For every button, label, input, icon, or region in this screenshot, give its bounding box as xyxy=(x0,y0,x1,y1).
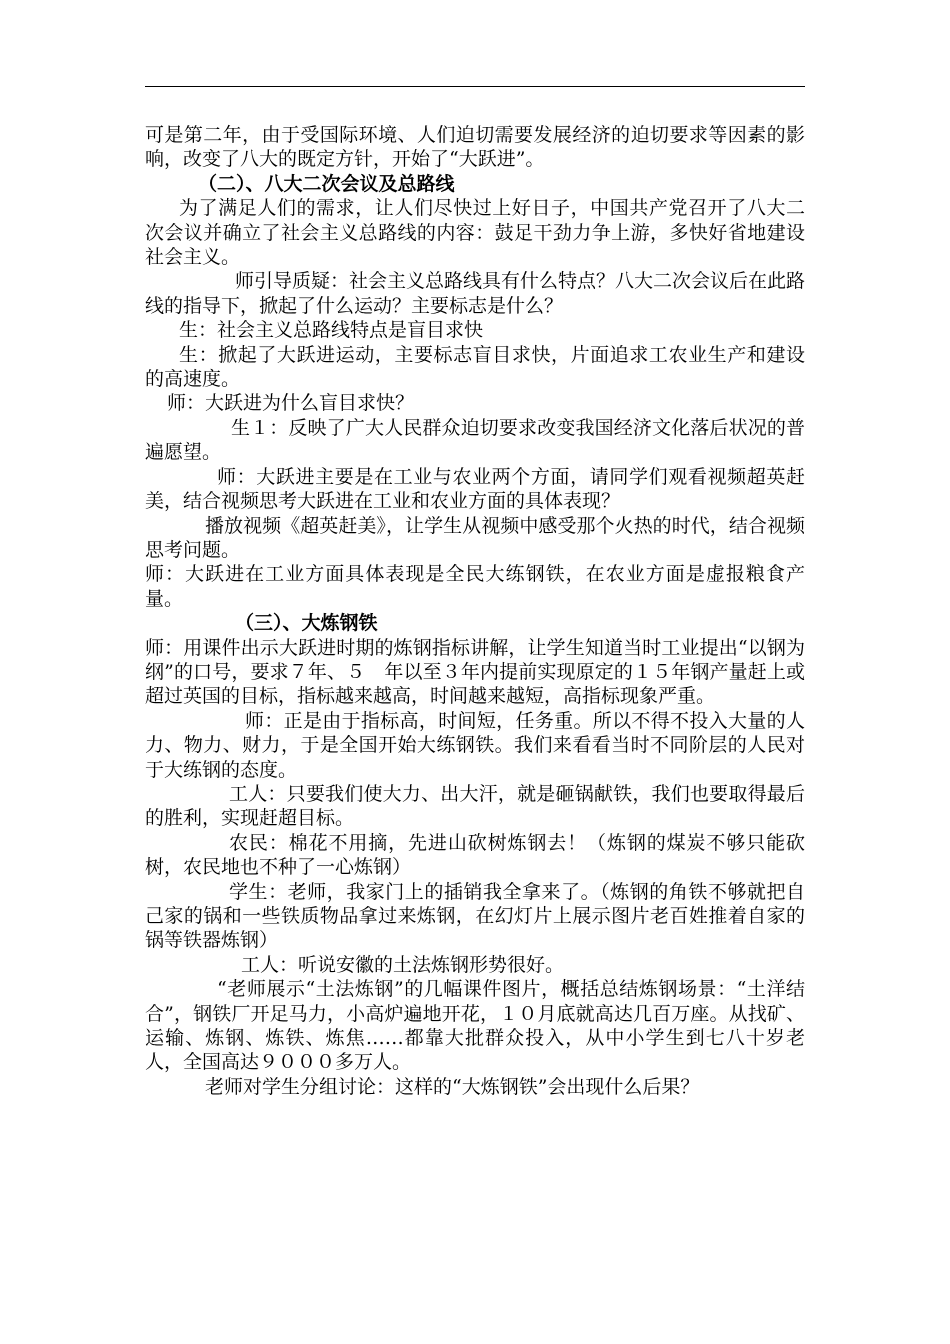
paragraph: 播放视频《超英赶美》，让学生从视频中感受那个火热的时代，结合视频思考问题。 xyxy=(145,514,805,561)
paragraph: 农民：棉花不用摘，先进山砍树炼钢去！（炼钢的煤炭不够只能砍树，农民地也不种了一心炼钢） xyxy=(145,831,805,879)
paragraph: 师：大跃进在工业方面具体表现是全民大练钢铁，在农业方面是虚报粮食产量。 xyxy=(145,563,805,610)
paragraph: 生１：反映了广大人民群众迫切要求改变我国经济文化落后状况的普遍愿望。 xyxy=(145,416,805,464)
section-heading: （三）、大炼钢铁 xyxy=(235,612,378,635)
paragraph: 师：用课件出示大跃进时期的炼钢指标讲解，让学生知道当时工业提出“以钢为纲”的口号，要求７年、５ 年以至３年内提前实现原定的１５年钢产量赶上或超过英国的目标，指标越来越高，时间越来越短，高指标现象严重。 xyxy=(145,636,805,708)
document-page xyxy=(145,0,805,1344)
paragraph: 工人：只要我们使大力、出大汗，就是砸锅献铁，我们也要取得最后的胜利，实现赶超目标。 xyxy=(145,782,805,830)
paragraph: 学生：老师，我家门上的插销我全拿来了。（炼钢的角铁不够就把自己家的锅和一些铁质物品拿过来炼钢，在幻灯片上展示图片老百姓推着自家的锅等铁器炼钢） xyxy=(145,880,805,952)
paragraph: 师：大跃进主要是在工业与农业两个方面，请同学们观看视频超英赶美，结合视频思考大跃进在工业和农业方面的具体表现？ xyxy=(145,465,805,513)
section-heading: （二）、八大二次会议及总路线 xyxy=(198,172,455,195)
paragraph: 为了满足人们的需求，让人们尽快过上好日子，中国共产党召开了八大二次会议并确立了社会主义总路线的内容：鼓足干劲力争上游，多快好省地建设社会主义。 xyxy=(145,197,805,269)
paragraph: 师：大跃进为什么盲目求快？ xyxy=(167,392,415,415)
paragraph: 生：掀起了大跃进运动，主要标志盲目求快，片面追求工农业生产和建设的高速度。 xyxy=(145,343,805,391)
paragraph: 师引导质疑：社会主义总路线具有什么特点？八大二次会议后在此路线的指导下，掀起了什么运动？主要标志是什么？ xyxy=(145,270,806,317)
header-rule xyxy=(145,86,805,87)
paragraph: “老师展示“土法炼钢”的几幅课件图片，概括总结炼钢场景：“土洋结合”，钢铁厂开足马力，小高炉遍地开花，１０月底就高达几百万座。从找矿、运输、炼钢、炼铁、炼焦……都靠大批群众投入，从中小学生到七八十岁老人，全国高达９０００多万人。 xyxy=(145,978,805,1074)
paragraph: 老师对学生分组讨论：这样的“大炼钢铁”会出现什么后果？ xyxy=(205,1075,700,1098)
document-body xyxy=(145,123,805,1099)
paragraph: 生：社会主义总路线特点是盲目求快 xyxy=(179,319,484,342)
paragraph: 可是第二年，由于受国际环境、人们迫切需要发展经济的迫切要求等因素的影响，改变了八大的既定方针，开始了“大跃进”。 xyxy=(145,124,805,171)
paragraph: 工人：听说安徽的土法炼钢形势很好。 xyxy=(241,953,565,976)
paragraph: 师：正是由于指标高，时间短，任务重。所以不得不投入大量的人力、物力、财力，于是全国开始大练钢铁。我们来看看当时不同阶层的人民对于大练钢的态度。 xyxy=(145,709,805,781)
